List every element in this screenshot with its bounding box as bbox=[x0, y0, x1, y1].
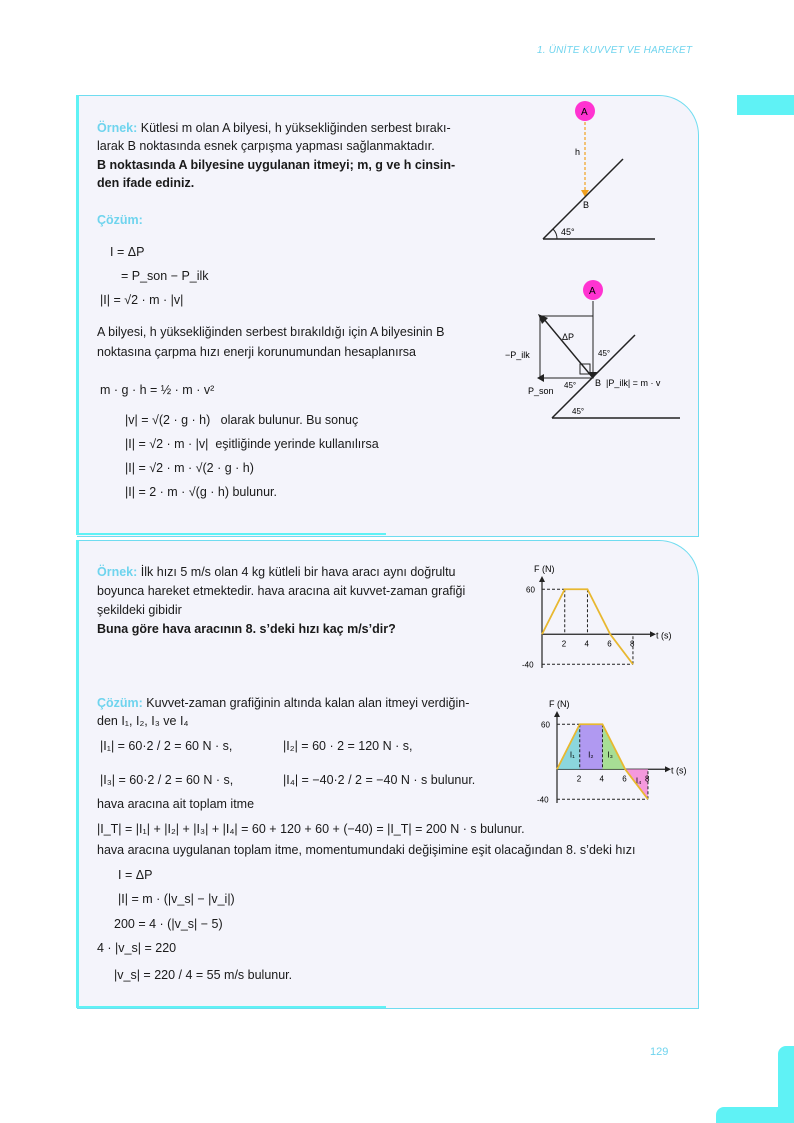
solution-label: Çözüm: bbox=[97, 213, 143, 227]
equation-velocity: |v| = √(2 · g · h) olarak bulunur. Bu sonuç bbox=[125, 413, 359, 427]
example2-label: Örnek: bbox=[97, 565, 138, 579]
example2-text: boyunca hareket etmektedir. hava aracına ait kuvvet-zaman grafiği bbox=[97, 584, 466, 598]
example2-intro: Örnek: İlk hızı 5 m/s olan 4 kg kütleli bir hava aracı aynı doğrultu bbox=[97, 565, 456, 579]
y-tick-neg40: -40 bbox=[522, 660, 534, 670]
example2-text-3: şekildeki gibidir bbox=[97, 603, 182, 617]
example2-question: Buna göre hava aracının 8. s’deki hızı kaç m/s’dir? bbox=[97, 622, 396, 636]
ball-a2-label: A bbox=[589, 286, 596, 297]
momentum-eq4: 4 · |v_s| = 220 bbox=[97, 941, 177, 955]
y-axis-label: F (N) bbox=[534, 564, 555, 574]
momentum-text: hava aracına uygulanan toplam itme, momentumundaki değişimine eşit olacağından 8. s’deki hızı bbox=[97, 843, 636, 857]
solution2-label: Çözüm: bbox=[97, 696, 143, 710]
panel2-bottom-line bbox=[76, 1006, 386, 1008]
example-label: Örnek: bbox=[97, 121, 138, 135]
equation-energy: m · g · h = ½ · m · v² bbox=[100, 383, 215, 397]
x-axis-label: t (s) bbox=[656, 630, 672, 641]
impulse-i4: |I₄| = −40·2 / 2 = −40 N · s bulunur. bbox=[283, 773, 476, 787]
ball-a-label: A bbox=[581, 107, 588, 118]
x-tick-8: 8 bbox=[644, 774, 650, 784]
force-time-chart bbox=[520, 560, 680, 685]
region-label-1: I₁ bbox=[569, 750, 575, 760]
delta-p-label: ΔP bbox=[562, 332, 575, 342]
figure-momentum-diagram bbox=[500, 278, 690, 428]
region-2 bbox=[580, 724, 603, 769]
total-impulse-equation: |I_T| = |I₁| + |I₂| + |I₃| + |I₄| = 60 + 120 + 60 + (−40) = |I_T| = 200 N · s bulunur. bbox=[97, 822, 525, 836]
explanation-line2: noktasına çarpma hızı enerji korunumundan hesaplanırsa bbox=[97, 345, 416, 359]
point-b2-label: B bbox=[595, 378, 602, 388]
impulse-i3: |I₃| = 60·2 / 2 = 60 N · s, bbox=[100, 773, 234, 787]
equation-result: |I| = 2 · m · √(g · h) bulunur. bbox=[125, 485, 277, 499]
angle-label: 45° bbox=[561, 227, 575, 237]
figure-drop-diagram bbox=[535, 98, 665, 248]
region-label-2: I₂ bbox=[588, 750, 594, 760]
momentum-eq1: I = ΔP bbox=[118, 868, 153, 882]
panel1-edge bbox=[76, 95, 79, 535]
x-tick-6: 6 bbox=[607, 639, 612, 649]
example1-text: larak B noktasında esnek çarpışma yapması sağlanmaktadır. bbox=[97, 139, 435, 153]
panel2-edge bbox=[76, 540, 79, 1007]
p-ilk-label: −P_ilk bbox=[505, 350, 530, 360]
height-label: h bbox=[575, 147, 581, 157]
y-tick-60: 60 bbox=[541, 720, 550, 730]
x-axis-label: t (s) bbox=[671, 765, 687, 776]
angle-label-left: 45° bbox=[564, 381, 577, 390]
equation-combined: |I| = √2 · m · √(2 · g · h) bbox=[125, 461, 254, 475]
x-tick-8: 8 bbox=[629, 639, 635, 649]
x-tick-4: 4 bbox=[599, 774, 604, 784]
unit-title: 1. ÜNİTE KUVVET VE HAREKET bbox=[537, 45, 693, 56]
region-label-4: I₄ bbox=[635, 776, 642, 786]
example1-intro: Örnek: Kütlesi m olan A bilyesi, h yüksekliğinden serbest bırakı- bbox=[97, 121, 451, 135]
angle-label-bottom: 45° bbox=[572, 407, 585, 416]
corner-decoration-bottom bbox=[716, 1107, 794, 1123]
force-time-area-chart bbox=[535, 695, 695, 820]
equation-momentum-diff: = P_son − P_ilk bbox=[121, 269, 209, 283]
magnitude-label: |P_ilk| = m · v bbox=[606, 378, 661, 388]
side-tab bbox=[737, 95, 794, 115]
equation-impulse: I = ΔP bbox=[110, 245, 145, 259]
y-tick-neg40: -40 bbox=[537, 795, 549, 805]
total-impulse-label: hava aracına ait toplam itme bbox=[97, 797, 255, 811]
example1-question: B noktasında A bilyesine uygulanan itmeyi; m, g ve h cinsin- bbox=[97, 158, 456, 172]
p-son-label: P_son bbox=[528, 386, 554, 396]
region-label-3: I₃ bbox=[607, 750, 613, 760]
explanation-line1: A bilyesi, h yüksekliğinden serbest bırakıldığı için A bilyesinin B bbox=[97, 325, 445, 339]
panel1-bottom-line bbox=[76, 533, 386, 535]
example1-question-2: den ifade ediniz. bbox=[97, 176, 195, 190]
equation-substitute: |I| = √2 · m · |v| eşitliğinde yerinde kullanılırsa bbox=[125, 437, 379, 451]
y-axis-arrow bbox=[539, 576, 545, 582]
impulse-i1: |I₁| = 60·2 / 2 = 60 N · s, bbox=[100, 739, 233, 753]
solution2-line1: Çözüm: Kuvvet-zaman grafiğinin altında kalan alan itmeyi verdiğin- bbox=[97, 696, 470, 710]
page-number: 129 bbox=[650, 1046, 669, 1058]
impulse-i2: |I₂| = 60 · 2 = 120 N · s, bbox=[283, 739, 413, 753]
x-tick-2: 2 bbox=[561, 639, 567, 649]
y-axis-arrow bbox=[554, 711, 560, 717]
momentum-eq3: 200 = 4 · (|v_s| − 5) bbox=[114, 917, 223, 931]
y-tick-60: 60 bbox=[526, 585, 535, 595]
x-tick-6: 6 bbox=[622, 774, 627, 784]
point-b-label: B bbox=[583, 200, 590, 210]
momentum-eq5: |v_s| = 220 / 4 = 55 m/s bulunur. bbox=[114, 968, 293, 982]
momentum-eq2: |I| = m · (|v_s| − |v_i|) bbox=[118, 892, 235, 906]
angle-label-top: 45° bbox=[598, 349, 611, 358]
equation-magnitude: |I| = √2 · m · |v| bbox=[100, 293, 184, 307]
x-tick-4: 4 bbox=[584, 639, 589, 649]
solution2-line2: den I₁, I₂, I₃ ve I₄ bbox=[97, 714, 189, 728]
y-axis-label: F (N) bbox=[549, 699, 570, 709]
x-tick-2: 2 bbox=[576, 774, 582, 784]
